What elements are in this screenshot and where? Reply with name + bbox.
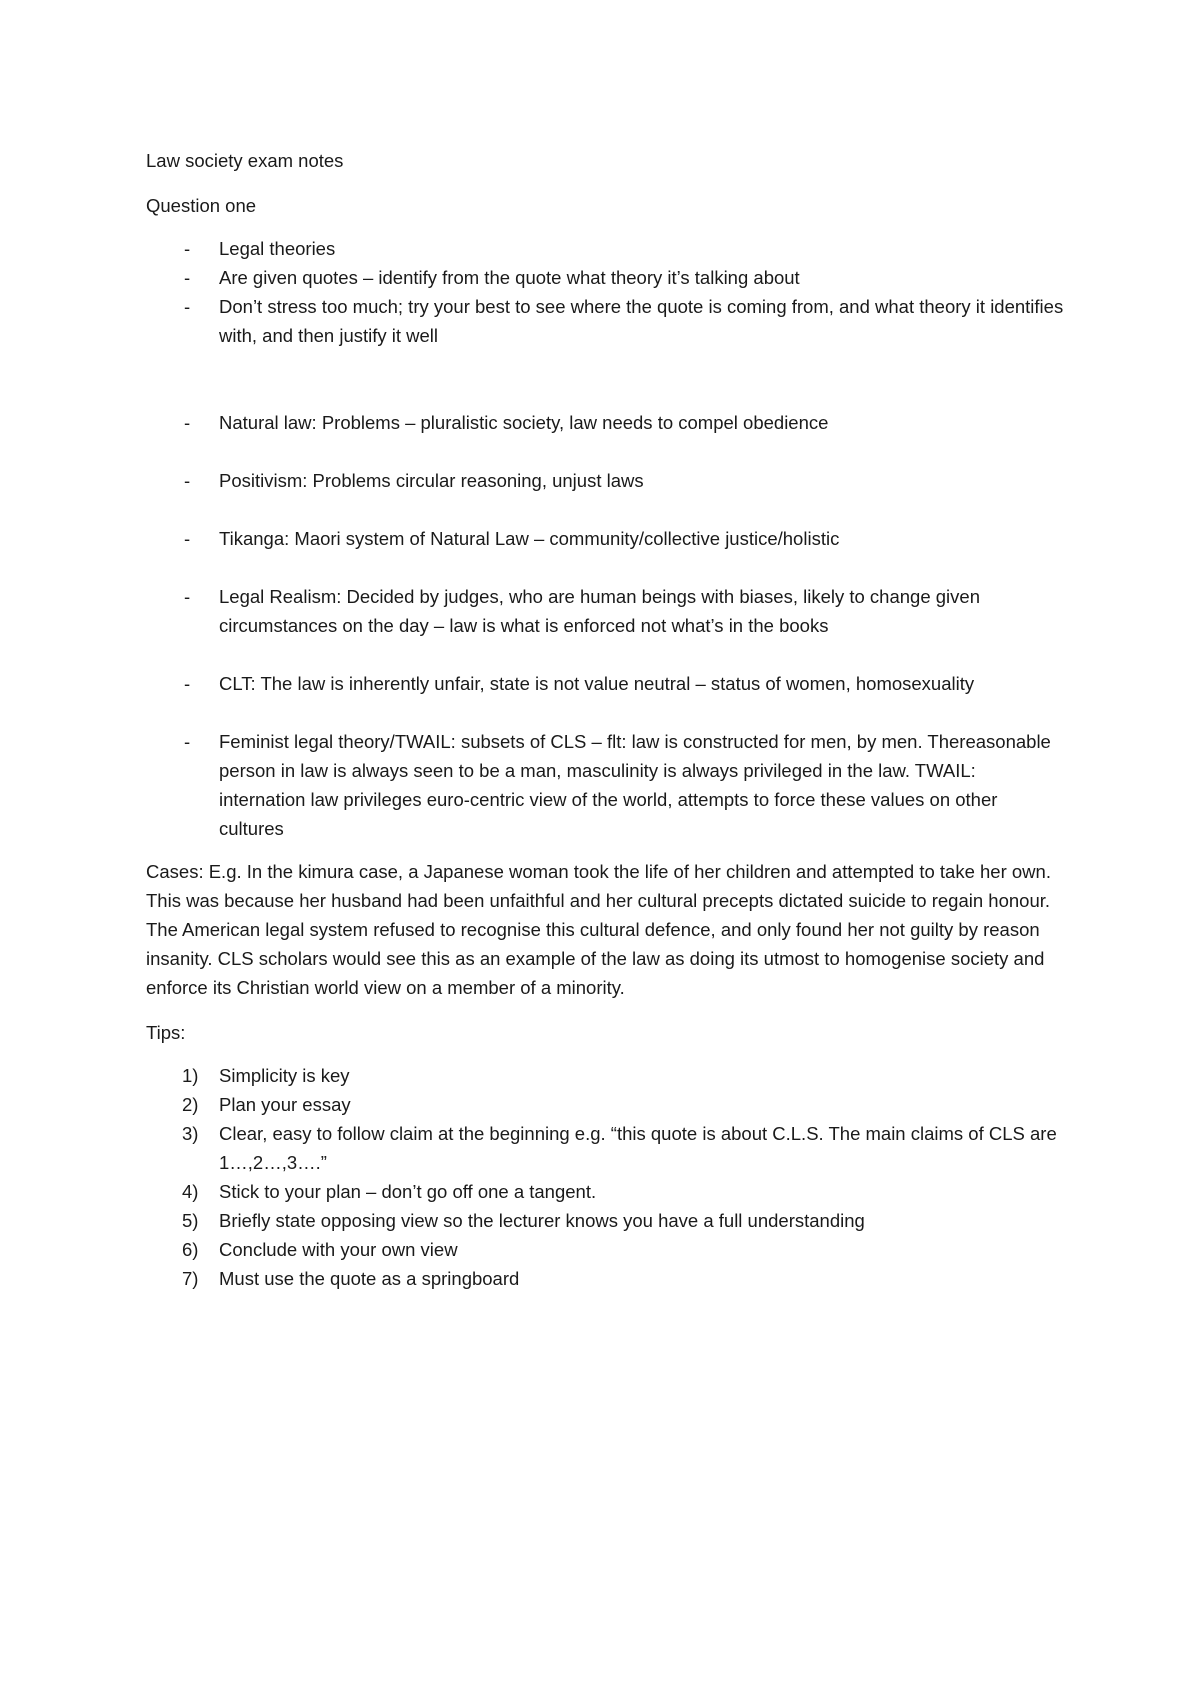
list-number: 1) — [182, 1065, 199, 1086]
list-number: 7) — [182, 1268, 199, 1289]
dash-marker: - — [184, 673, 191, 694]
list-item — [146, 1235, 1066, 1264]
list-item — [146, 292, 1066, 350]
list-item-text: Legal theories — [219, 238, 336, 259]
list-item-text: Don’t stress too much; try your best to see where the quote is coming from, and what theory it identifies with, and then justify it well — [219, 296, 1064, 346]
tips-heading: Tips: — [146, 1022, 186, 1043]
list-item — [146, 669, 1066, 698]
list-item-text: Conclude with your own view — [219, 1239, 458, 1260]
list-item-text: Are given quotes – identify from the quote what theory it’s talking about — [219, 267, 800, 288]
theory-list — [146, 408, 1066, 843]
intro-list — [146, 234, 1066, 350]
list-item-text: Feminist legal theory/TWAIL: subsets of CLS – flt: law is constructed for men, by men. Thereasonable person in law is always seen to be a man, masculinity is always privileged in the law. TWAIL: internation law privileges euro-centric view of the world, attempts to force these values on other cultures — [219, 731, 1051, 839]
tips-list — [146, 1061, 1066, 1293]
cases-paragraph: Cases: E.g. In the kimura case, a Japanese woman took the life of her children and attempted to take her own. This was because her husband had been unfaithful and her cultural precepts dictated suicide to regain honour. The American legal system refused to recognise this cultural defence, and only found her not guilty by reason insanity. CLS scholars would see this as an example of the law as doing its utmost to homogenise society and enforce its Christian world view on a member of a minority. — [146, 861, 1051, 998]
list-item — [146, 1177, 1066, 1206]
list-item-text: Briefly state opposing view so the lecturer knows you have a full understanding — [219, 1210, 865, 1231]
dash-marker: - — [184, 412, 191, 433]
dash-marker: - — [184, 267, 191, 288]
question-heading: Question one — [146, 195, 257, 216]
list-item — [146, 234, 1066, 263]
dash-marker: - — [184, 731, 191, 752]
list-item-text: Legal Realism: Decided by judges, who are human beings with biases, likely to change given circumstances on the day – law is what is enforced not what’s in the books — [219, 586, 980, 636]
list-item-text: Tikanga: Maori system of Natural Law – community/collective justice/holistic — [219, 528, 840, 549]
list-item-text: Stick to your plan – don’t go off one a tangent. — [219, 1181, 597, 1202]
list-item-text: Plan your essay — [219, 1094, 351, 1115]
dash-marker: - — [184, 586, 191, 607]
dash-marker: - — [184, 470, 191, 491]
list-item-text: Must use the quote as a springboard — [219, 1268, 520, 1289]
list-item — [146, 1119, 1066, 1177]
list-item — [146, 524, 1066, 553]
list-item-text: Simplicity is key — [219, 1065, 350, 1086]
list-item-text: CLT: The law is inherently unfair, state is not value neutral – status of women, homosexuality — [219, 673, 975, 694]
list-item-text: Positivism: Problems circular reasoning, unjust laws — [219, 470, 644, 491]
list-item — [146, 466, 1066, 495]
list-item-text: Natural law: Problems – pluralistic society, law needs to compel obedience — [219, 412, 829, 433]
list-number: 2) — [182, 1094, 199, 1115]
blank-spacer — [146, 350, 1066, 408]
list-item — [146, 1206, 1066, 1235]
list-item — [146, 1090, 1066, 1119]
list-item-text: Clear, easy to follow claim at the beginning e.g. “this quote is about C.L.S. The main claims of CLS are 1…,2…,3….” — [219, 1123, 1057, 1173]
list-item — [146, 1061, 1066, 1090]
document-title: Law society exam notes — [146, 150, 344, 171]
list-number: 6) — [182, 1239, 199, 1260]
list-number: 5) — [182, 1210, 199, 1231]
list-item — [146, 408, 1066, 437]
list-item — [146, 263, 1066, 292]
dash-marker: - — [184, 296, 191, 317]
list-item — [146, 1264, 1066, 1293]
document-page — [146, 146, 1066, 1293]
list-item — [146, 727, 1066, 843]
dash-marker: - — [184, 238, 191, 259]
dash-marker: - — [184, 528, 191, 549]
list-number: 3) — [182, 1123, 199, 1144]
list-item — [146, 582, 1066, 640]
list-number: 4) — [182, 1181, 199, 1202]
